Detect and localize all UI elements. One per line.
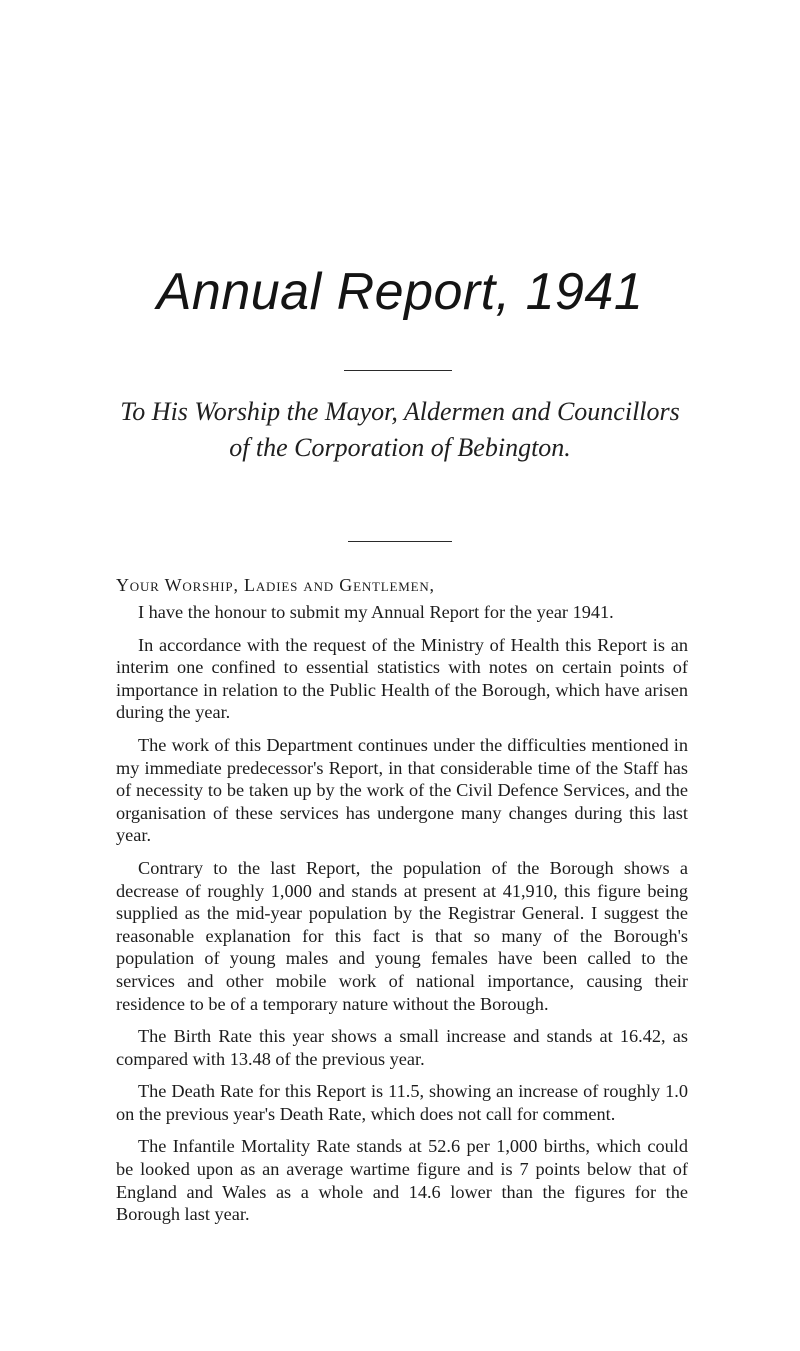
salutation: Your Worship, Ladies and Gentlemen, [116, 575, 435, 595]
address-block [0, 394, 800, 466]
address-line-2: of the Corporation of Bebington. [229, 433, 571, 462]
paragraph-intro: I have the honour to submit my Annual Report for the year 1941. [138, 602, 614, 622]
paragraph-birth-rate: The Birth Rate this year shows a small increase and stands at 16.42, as compared with 13.48 of the previous year. [116, 1026, 688, 1069]
paragraph-infant-mortality: The Infantile Mortality Rate stands at 52.6 per 1,000 births, which could be looked upon as an average wartime figure and is 7 points below that of England and Wales as a whole and 14.6 lower than the figures for the Borough last year. [116, 1136, 688, 1225]
address-line-1: To His Worship the Mayor, Aldermen and Councillors [120, 397, 680, 426]
paragraph-population: Contrary to the last Report, the population of the Borough shows a decrease of roughly 1,000 and stands at present at 41,910, this figure being supplied as the mid-year population by the Registrar General. I suggest the reasonable explanation for this fact is that so many of the Borough's population of young males and young females have been called to the services and other mobile work of national importance, causing their residence to be of a temporary nature without the Borough. [116, 857, 688, 1014]
report-title: Annual Report, 1941 [156, 263, 644, 321]
title-divider [344, 370, 452, 371]
paragraph-department-work: The work of this Department continues under the difficulties mentioned in my immediate predecessor's Report, in that considerable time of the Staff has of necessity to be taken up by the work of the Civil Defence Services, and the organisation of these services has undergone many changes during this last year. [116, 734, 688, 846]
paragraph-death-rate: The Death Rate for this Report is 11.5, showing an increase of roughly 1.0 on the previous year's Death Rate, which does not call for comment. [116, 1081, 688, 1124]
address-divider [348, 541, 452, 542]
report-body [116, 601, 688, 1236]
paragraph-ministry-request: In accordance with the request of the Ministry of Health this Report is an interim one confined to essential statistics with notes on certain points of importance in relation to the Public Health of the Borough, which have arisen during the year. [116, 634, 688, 723]
